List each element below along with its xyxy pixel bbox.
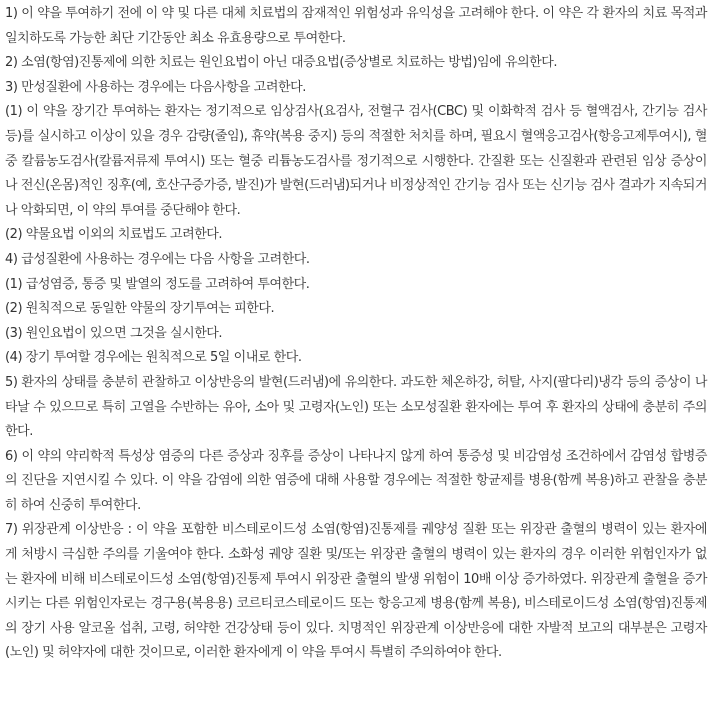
paragraph-4-3: (3) 원인요법이 있으면 그것을 실시한다. xyxy=(5,325,223,341)
paragraph-3: 3) 만성질환에 사용하는 경우에는 다음사항을 고려한다. xyxy=(5,79,306,95)
paragraph-4-4: (4) 장기 투여할 경우에는 원칙적으로 5일 이내로 한다. xyxy=(5,350,302,366)
paragraph-3-1: (1) 이 약을 장기간 투여하는 환자는 정기적으로 임상검사(요검사, 전혈구 검사(CBC) 및 이화학적 검사 등 혈액검사, 간기능 검사 등)를 실시하고 이상이 있을 경우 감량(줄임), 휴약(복용 중지) 등의 적절한 처치를 하며, 필요시 혈액응고검사(항응고제투여시), 혈중 칼륨농도검사(칼륨저류제 투여시) 또는 혈중 리튬농도검사를 정기적으로 시행한다. 간질환 또는 신질환과 관련된 임상 증상이나 전신(온몸)적인 징후(예, 호산구증가증, 발진)가 발현(드러냄)되거나 비정상적인 간기능 검사 또는 신기능 검사 결과가 지속되거나 악화되면, 이 약의 투여를 중단해야 한다. xyxy=(5,104,707,218)
paragraph-7: 7) 위장관계 이상반응 : 이 약을 포함한 비스테로이드성 소염(항염)진통제를 궤양성 질환 또는 위장관 출혈의 병력이 있는 환자에게 처방시 극심한 주의를 기울여야 한다. 소화성 궤양 질환 및/또는 위장관 출혈의 병력이 있는 환자의 경우 이러한 위험인자가 없는 환자에 비해 비스테로이드성 소염(항염)진통제 투여시 위장관 출혈의 발생 위험이 10배 이상 증가하였다. 위장관계 출혈을 증가시키는 다른 위험인자로는 경구용(복용용) 코르티코스테로이드 또는 항응고제 병용(함께 복용), 비스테로이드성 소염(항염)진통제의 장기 사용 알코올 섭취, 고령, 허약한 건강상태 등이 있다. 치명적인 위장관계 이상반응에 대한 자발적 보고의 대부분은 고령자(노인) 및 허약자에 대한 것이므로, 이러한 환자에게 이 약을 투여시 특별히 주의하여야 한다. xyxy=(5,522,707,661)
paragraph-5: 5) 환자의 상태를 충분히 관찰하고 이상반응의 발현(드러냄)에 유의한다. 과도한 체온하강, 허탈, 사지(팔다리)냉각 등의 증상이 나타날 수 있으므로 특히 고열을 수반하는 유아, 소아 및 고령자(노인) 또는 소모성질환 환자에는 투여 후 환자의 상태에 충분히 주의한다. xyxy=(5,374,707,440)
paragraph-4-2: (2) 원칙적으로 동일한 약물의 장기투여는 피한다. xyxy=(5,301,275,317)
paragraph-2: 2) 소염(항염)진통제에 의한 치료는 원인요법이 아닌 대증요법(증상별로 치료하는 방법)임에 유의한다. xyxy=(5,55,558,71)
paragraph-4-1: (1) 급성염증, 통증 및 발열의 정도를 고려하여 투여한다. xyxy=(5,276,310,292)
paragraph-3-2: (2) 약물요법 이외의 치료법도 고려한다. xyxy=(5,227,223,243)
paragraph-1: 1) 이 약을 투여하기 전에 이 약 및 다른 대체 치료법의 잠재적인 위험성과 유익성을 고려해야 한다. 이 약은 각 환자의 치료 목적과 일치하도록 가능한 최단 기간동안 최소 유효용량으로 투여한다. xyxy=(5,6,707,46)
paragraph-4: 4) 급성질환에 사용하는 경우에는 다음 사항을 고려한다. xyxy=(5,251,310,267)
paragraph-6: 6) 이 약의 약리학적 특성상 염증의 다른 증상과 징후를 증상이 나타나지 않게 하여 통증성 및 비감염성 조건하에서 감염성 합병증의 진단을 지연시킬 수 있다. 이 약을 감염에 의한 염증에 대해 사용할 경우에는 적절한 항균제를 병용(함께 복용)하고 관찰을 충분히 하여 신중히 투여한다. xyxy=(5,448,707,513)
